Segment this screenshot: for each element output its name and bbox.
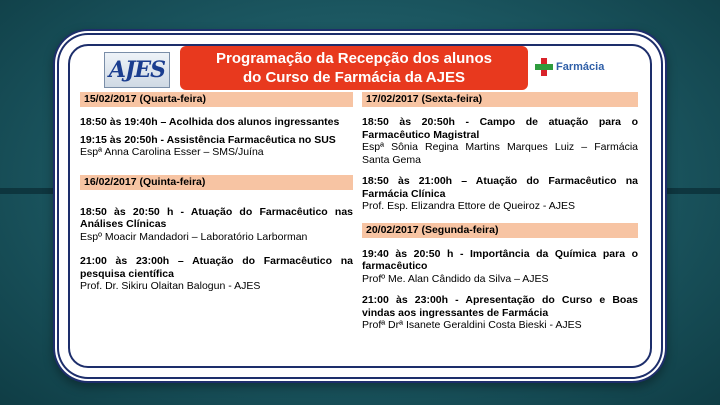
ajes-logo — [104, 52, 170, 88]
ajes-logo-text: AJES — [108, 57, 166, 83]
event-heading: 21:00 às 23:00h - Apresentação do Curso e Boas vindas aos ingressantes de Farmácia — [362, 294, 638, 319]
page-title — [180, 46, 528, 90]
event-speaker: Espª Anna Carolina Esser – SMS/Juína — [80, 146, 264, 158]
event-item — [80, 206, 353, 244]
event-heading: 19:15 às 20:50h - Assistência Farmacêutica no SUS — [80, 133, 336, 146]
right-column — [362, 92, 638, 332]
event-speaker: Espº Moacir Mandadori – Laboratório Larborman — [80, 230, 308, 243]
event-speaker: Prof. Esp. Elizandra Ettore de Queiroz - AJES — [362, 200, 576, 212]
date-header: 16/02/2017 (Quinta-feira) — [80, 175, 353, 190]
event-heading: 18:50 às 19:40h – Acolhida dos alunos ingressantes — [80, 116, 340, 128]
left-column — [80, 92, 353, 293]
event-item — [80, 134, 353, 159]
event-item — [362, 116, 638, 166]
event-item — [362, 248, 638, 286]
event-heading: 18:50 às 21:00h – Atuação do Farmacêutico na Farmácia Clínica — [362, 175, 638, 200]
event-item — [80, 116, 353, 129]
farmacia-logo-text: Farmácia — [556, 61, 605, 73]
event-heading: 18:50 às 20:50h - Campo de atuação para o Farmacêutico Magistral — [362, 116, 638, 141]
event-heading: 18:50 às 20:50 h - Atuação do Farmacêutico nas Análises Clínicas — [80, 205, 353, 230]
pharmacy-cross-icon — [534, 57, 554, 77]
date-header: 17/02/2017 (Sexta-feira) — [362, 92, 638, 107]
farmacia-logo — [534, 54, 624, 80]
event-item — [80, 255, 353, 293]
event-item — [362, 294, 638, 332]
event-heading: 19:40 às 20:50 h - Importância da Química para o farmacêutico — [362, 247, 638, 272]
date-header: 15/02/2017 (Quarta-feira) — [80, 92, 353, 107]
event-speaker: Espª Sônia Regina Martins Marques Luiz – Farmácia Santa Gema — [362, 141, 638, 166]
event-speaker: Profª Drª Isanete Geraldini Costa Bieski - AJES — [362, 319, 582, 331]
title-line-1: Programação da Recepção dos alunos — [216, 50, 492, 67]
event-speaker: Prof. Dr. Sikiru Olaitan Balogun - AJES — [80, 280, 261, 292]
title-line-2: do Curso de Farmácia da AJES — [242, 69, 465, 86]
event-speaker: Profº Me. Alan Cândido da Silva – AJES — [362, 272, 549, 285]
event-item — [362, 175, 638, 213]
date-header: 20/02/2017 (Segunda-feira) — [362, 223, 638, 238]
event-heading: 21:00 às 23:00h – Atuação do Farmacêutico na pesquisa científica — [80, 255, 353, 280]
